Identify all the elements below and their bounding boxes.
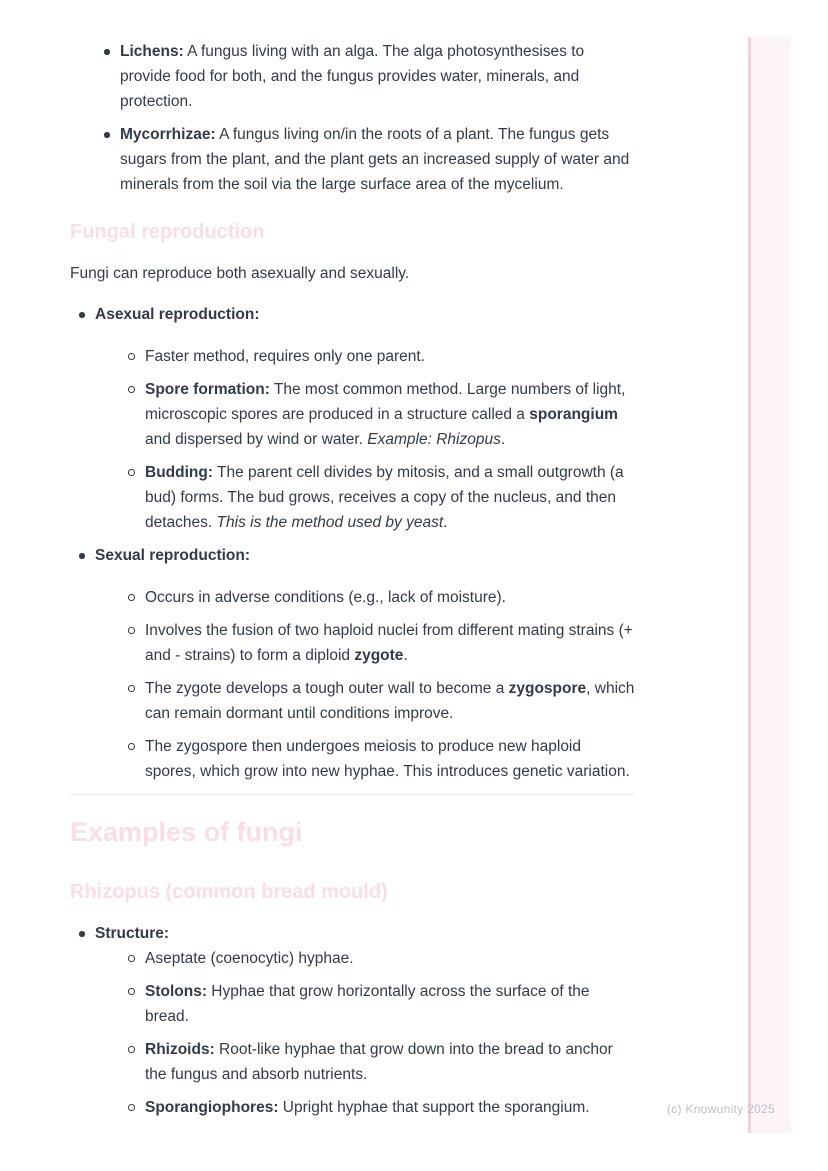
symbiosis-list xyxy=(95,39,635,197)
list-item xyxy=(120,979,635,1029)
list-item-text: The zygote develops a tough outer wall to become a zygospore, which can remain dormant until conditions improve. xyxy=(145,680,635,722)
list-item xyxy=(120,344,635,369)
list-item-mycorrhizae xyxy=(95,122,635,197)
paragraph-fungi-reproduce: Fungi can reproduce both asexually and sexually. xyxy=(70,265,410,282)
section-heading-examples-of-fungi: Examples of fungi xyxy=(70,817,303,847)
section-divider xyxy=(70,794,635,795)
list-item-text: Mycorrhizae: A fungus living on/in the roots of a plant. The fungus gets sugars from the plant, and the plant gets an increased supply of water and minerals from the soil via the large surface area of the mycelium. xyxy=(120,126,630,193)
list-item-text: Faster method, requires only one parent. xyxy=(145,348,426,365)
list-item-text: The zygospore then undergoes meiosis to produce new haploid spores, which grow into new hyphae. This introduces genetic variation. xyxy=(145,738,630,780)
list-item-sexual-reproduction xyxy=(70,543,635,784)
list-item-title: Sexual reproduction: xyxy=(95,547,251,564)
list-item-title: Structure: xyxy=(95,925,170,942)
asexual-sublist xyxy=(120,344,635,535)
list-item xyxy=(120,1037,635,1087)
list-item-text: Involves the fusion of two haploid nuclei from different mating strains (+ and - strains) to form a diploid zygote. xyxy=(145,622,633,664)
list-item-text: Budding: The parent cell divides by mitosis, and a small outgrowth (a bud) forms. The bud grows, receives a copy of the nucleus, and then detaches. This is the method used by yeast. xyxy=(145,464,624,531)
rhizopus-structure-list xyxy=(70,921,635,1120)
section-heading-rhizopus: Rhizopus (common bread mould) xyxy=(70,881,388,903)
document-content xyxy=(70,39,635,1128)
reproduction-list xyxy=(70,302,635,784)
list-item xyxy=(120,585,635,610)
watermark: (c) Knowunity 2025 xyxy=(666,1102,775,1116)
list-item xyxy=(120,734,635,784)
list-item-text: Stolons: Hyphae that grow horizontally across the surface of the bread. xyxy=(145,983,590,1025)
list-item-text: Lichens: A fungus living with an alga. The alga photosynthesises to provide food for both, and the fungus provides water, minerals, and protection. xyxy=(120,43,585,110)
list-item-text: Aseptate (coenocytic) hyphae. xyxy=(145,950,354,967)
list-item-asexual-reproduction xyxy=(70,302,635,535)
list-item xyxy=(120,676,635,726)
sexual-sublist xyxy=(120,585,635,784)
list-item-lichens xyxy=(95,39,635,114)
list-item xyxy=(120,377,635,452)
section-heading-fungal-reproduction: Fungal reproduction xyxy=(70,221,265,243)
list-item-text: Sporangiophores: Upright hyphae that support the sporangium. xyxy=(145,1099,590,1116)
list-item-text: Occurs in adverse conditions (e.g., lack of moisture). xyxy=(145,589,506,606)
list-item xyxy=(120,946,635,971)
structure-sublist xyxy=(120,946,635,1120)
list-item xyxy=(120,618,635,668)
list-item-title: Asexual reproduction: xyxy=(95,306,260,323)
list-item-structure xyxy=(70,921,635,1120)
list-item-text: Rhizoids: Root-like hyphae that grow down into the bread to anchor the fungus and absorb nutrients. xyxy=(145,1041,613,1083)
page-edge-panel xyxy=(748,37,791,1133)
list-item xyxy=(120,460,635,535)
list-item-text: Spore formation: The most common method. Large numbers of light, microscopic spores are produced in a structure called a sporangium and dispersed by wind or water. Example: Rhizopus. xyxy=(145,381,626,448)
list-item xyxy=(120,1095,635,1120)
